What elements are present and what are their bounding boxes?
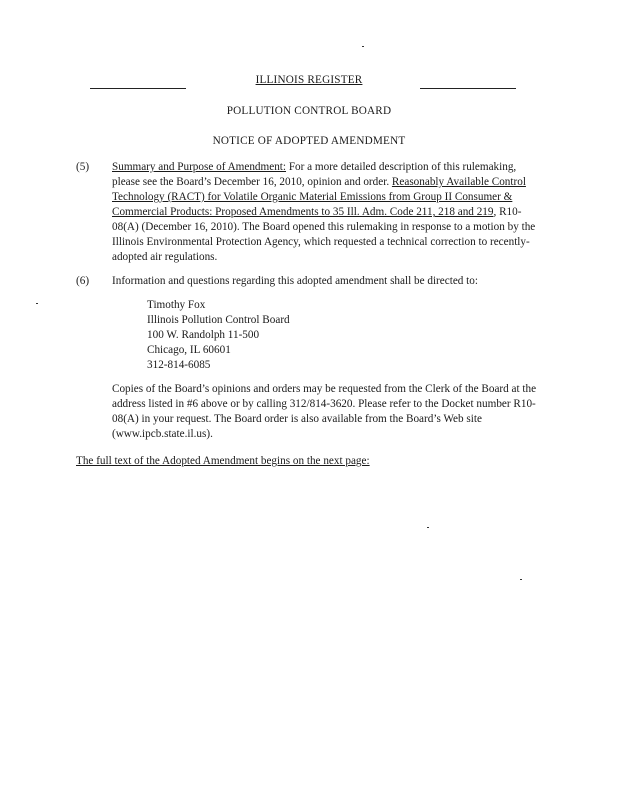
header-rule-left	[90, 88, 186, 89]
scan-speck	[36, 303, 38, 304]
full-text-notice: The full text of the Adopted Amendment begins on the next page:	[76, 455, 370, 467]
section-6-number: (6)	[76, 275, 90, 287]
section-5-body	[112, 160, 542, 265]
contact-block	[147, 298, 447, 373]
scan-speck	[427, 527, 429, 528]
contact-name: Timothy Fox	[147, 299, 206, 311]
section-5-text: For a more detailed description of this rulemaking, please see the Board’s December 16, 2010, opinion and order.	[112, 161, 517, 188]
contact-street: 100 W. Randolph 11-500	[147, 329, 260, 341]
scan-speck	[362, 46, 364, 47]
notice-title: NOTICE OF ADOPTED AMENDMENT	[212, 135, 406, 147]
agency-title: POLLUTION CONTROL BOARD	[226, 105, 392, 117]
header-rule-right	[420, 88, 516, 89]
section-5-text-continued: , R10-08(A) (December 16, 2010). The Board opened this rulemaking in response to a motion by the Illinois Environmental Protection Agency, which requested a technical correction to recently-adopted air regulations.	[112, 206, 536, 263]
register-title: ILLINOIS REGISTER	[255, 74, 363, 86]
contact-city: Chicago, IL 60601	[147, 344, 231, 356]
scan-speck	[520, 579, 522, 580]
rulemaking-title: Reasonably Available Control Technology (RACT) for Volatile Organic Material Emissions from Group II Consumer & Commercial Products: Proposed Amendments to 35 Ill. Adm. Code 211, 218 and 219	[112, 176, 526, 218]
contact-phone: 312-814-6085	[147, 359, 211, 371]
section-5-number: (5)	[76, 161, 90, 173]
section-5-heading: Summary and Purpose of Amendment:	[112, 161, 287, 173]
copies-paragraph: Copies of the Board’s opinions and orders may be requested from the Clerk of the Board at the address listed in #6 above or by calling 312/814-3620. Please refer to the Docket number R10-08(A) in your request. The Board order is also available from the Board’s Web site (www.ipcb.state.il.us).	[112, 383, 537, 440]
section-6-text: Information and questions regarding this adopted amendment shall be directed to:	[112, 275, 478, 287]
contact-organization: Illinois Pollution Control Board	[147, 314, 290, 326]
